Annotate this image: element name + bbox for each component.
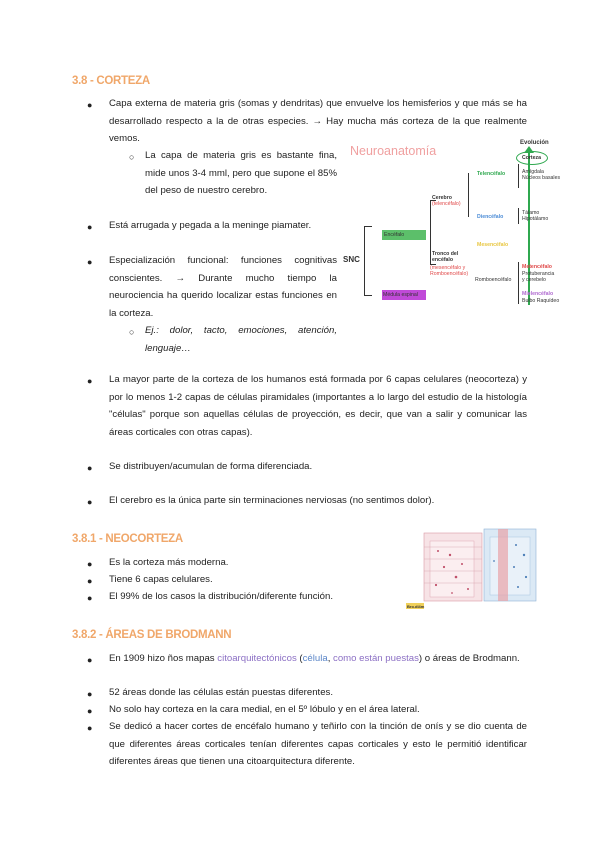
snc-label: SNC [343, 255, 360, 264]
tronco-label: Tronco del encéfalo [432, 251, 459, 263]
bullet-dot: ● [87, 257, 93, 267]
citoarquitectonicos-term: citoarquitectónicos [217, 653, 297, 664]
paragraph-cortes: Se dedicó a hacer cortes de encéfalo humano y teñirlo con la tinción de onís y se dio cuenta de que diferentes áreas corticales tenían diferentes capas corticales y esto le permitió identificar diferentes áreas que tienen una citoarquitectura diferente. [109, 721, 527, 767]
romboencefalo-label: Romboencéfalo [475, 277, 512, 283]
paragraph-especializacion: Especialización funcional: funciones cognitivas conscientes. → Durante mucho tiempo la neurociencia ha querido localizar estas funciones en la corteza. [109, 255, 337, 319]
sub-bullet-circle: ○ [129, 152, 135, 162]
paragraph-52-areas: 52 áreas donde las células están puestas diferentes. [109, 687, 334, 698]
section-heading-brodmann: 3.8.2 - ÁREAS DE BRODMANN [72, 629, 232, 641]
diagram-title: Neuroanatomía [350, 144, 437, 158]
paragraph-sin-terminaciones: El cerebro es la única parte sin terminaciones nerviosas (no sentimos dolor). [109, 495, 435, 506]
neuroanatomia-diagram: Neuroanatomía Evolución SNC Encéfalo Médula espinal Cerebro (telencéfalo) Tronco del encéfalo (mesencéfalo y Romboencéfalo) Telencéfalo Diencéfalo Mesencéfalo Romboencéfalo Corteza Amígdala Núcleos basales Tálamo Hipotálamo Metencéfalo Protuberancia y cerebelo Mielencéfalo Bulbo Raquídeo [343, 140, 561, 304]
metencefalo-label: Metencéfalo [522, 264, 552, 270]
section-heading-neocorteza: 3.8.1 - NEOCORTEZA [72, 533, 183, 545]
bullet-dot: ● [87, 706, 93, 716]
mesencefalo-label: Mesencéfalo [477, 242, 509, 248]
paragraph-cara-medial: No solo hay corteza en la cara medial, en el 5º lóbulo y en el área lateral. [109, 704, 420, 715]
bullet-dot: ● [87, 497, 93, 507]
paragraph-moderna: Es la corteza más moderna. [109, 557, 229, 568]
paragraph-seis-capas: Tiene 6 capas celulares. [109, 574, 213, 585]
encefalo-box: Encéfalo [382, 230, 426, 240]
paragraph-distribucion: Se distribuyen/acumulan de forma diferenciada. [109, 461, 313, 472]
paragraph-99-casos: El 99% de los casos la distribución/diferente función. [109, 591, 333, 602]
bullet-dot: ● [87, 576, 93, 586]
histology-illustration [406, 525, 551, 613]
paragraph-1909: En 1909 hizo ños mapas citoarquitectónicos (célula, como están puestas) o áreas de Brodmann. [109, 653, 520, 664]
celula-term: célula [302, 653, 328, 664]
bullet-dot: ● [87, 376, 93, 386]
bullet-dot: ● [87, 463, 93, 473]
paragraph-arrugada: Está arrugada y pegada a la meninge piamater. [109, 220, 312, 231]
section-heading-corteza: 3.8 - CORTEZA [72, 75, 150, 87]
histology-label: Bro.dl4m [407, 604, 425, 609]
bullet-dot: ● [87, 723, 93, 733]
telencefalo-label: Telencéfalo [477, 171, 506, 177]
bullet-dot: ● [87, 100, 93, 110]
paragraph-corteza-def: Capa externa de materia gris (somas y dendritas) que envuelve los hemisferios y que más se ha desarrollado respecto a la de otras especies. → Hay mucha más corteza de la que realmente vemos. [109, 98, 527, 144]
bullet-dot: ● [87, 593, 93, 603]
evolucion-label: Evolución [520, 140, 549, 146]
paragraph-ejemplos: Ej.: dolor, tacto, emociones, atención, lenguaje… [145, 325, 337, 354]
corteza-label: Corteza [522, 155, 542, 161]
cerebro-label: Cerebro [432, 195, 452, 201]
paragraph-materia-gris: La capa de materia gris es bastante fina, mide unos 3-4 mml, pero que supone el 85% del peso de nuestro cerebro. [145, 150, 337, 196]
bullet-dot: ● [87, 689, 93, 699]
mielencefalo-label: Mielencéfalo [522, 291, 554, 297]
bullet-dot: ● [87, 655, 93, 665]
bullet-dot: ● [87, 222, 93, 232]
medula-box: Médula espinal [382, 290, 426, 300]
sub-bullet-circle: ○ [129, 327, 135, 337]
paragraph-capas: La mayor parte de la corteza de los humanos está formada por 6 capas celulares (neocorteza) y por lo menos 1-2 capas de células piramidales (importantes a lo largo del estudio de la histología "células" porque son aquellas células de proyección, es decir, que van a salir y comunicar las áreas corticales con otras capas). [109, 374, 527, 438]
bullet-dot: ● [87, 559, 93, 569]
histology-layers-image [406, 525, 551, 613]
diencefalo-label: Diencéfalo [477, 214, 504, 220]
como-estan-puestas-term: como están puestas [333, 653, 419, 664]
